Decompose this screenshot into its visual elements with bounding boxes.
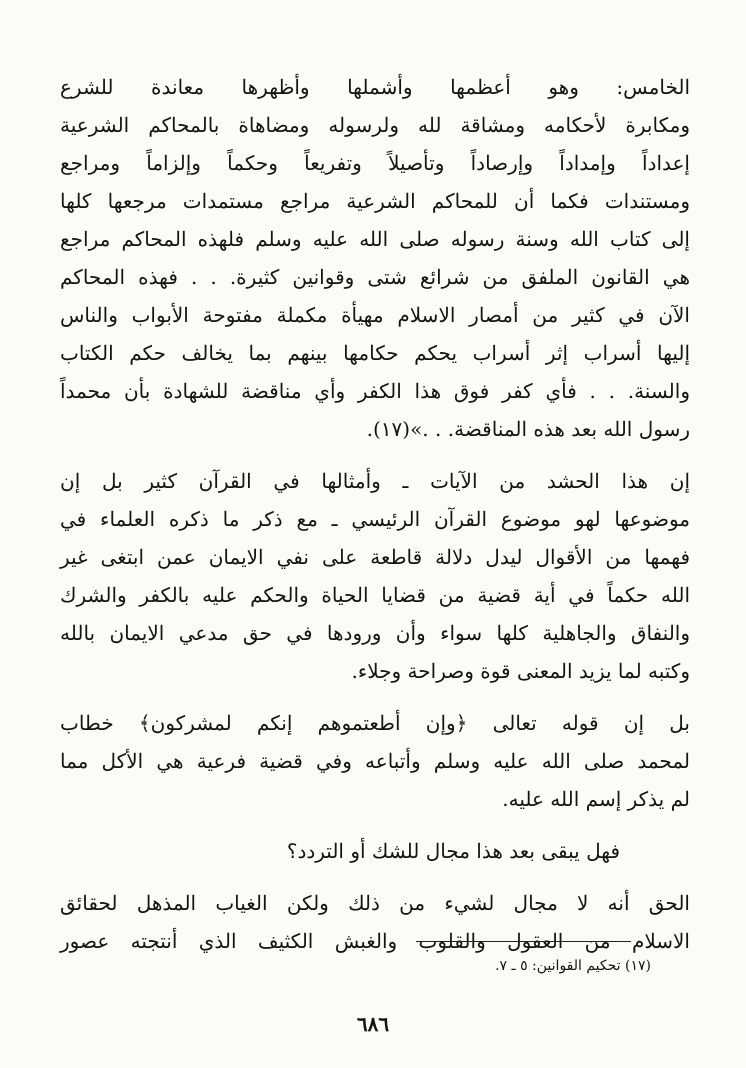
text-line: الحق أنه لا مجال لشيء من ذلك ولكن الغياب المذهل لحقائق <box>60 891 690 915</box>
text-line: الله حكماً في أية قضية من قضايا الحياة والحكم عليه بالكفر والشرك <box>60 583 691 607</box>
text-line: هي القانون الملفق من شرائع شتى وقوانين كثيرة. . . فهذه المحاكم <box>60 265 690 289</box>
text-line: فهمها من الأقوال ليدل دلالة قاطعة على نفي الايمان عمن ابتغى غير <box>60 545 690 569</box>
footnote-separator <box>416 941 631 942</box>
text-line: الآن في كثير من أمصار الاسلام مهيأة مكملة مفتوحة الأبواب والناس <box>60 303 690 327</box>
footnote: (١٧) تحكيم القوانين: ٥ ـ ٧. <box>495 958 651 974</box>
text-line: رسول الله بعد هذه المناقضة. . .»(١٧). <box>366 417 690 441</box>
text-line: والسنة. . . فأي كفر فوق هذا الكفر وأي مناقضة للشهادة بأن محمداً <box>60 379 690 403</box>
paragraph-truth <box>60 884 690 960</box>
text-line: ومكابرة لأحكامه ومشاقة لله ولرسوله ومضاهاة بالمحاكم الشرعية <box>60 113 690 137</box>
text-line: موضوعها لهو موضوع القرآن الرئيسي ـ مع ذكر ما ذكره العلماء في <box>60 507 690 531</box>
text-line: إن هذا الحشد من الآيات ـ وأمثالها في القرآن كثير بل إن <box>60 469 690 493</box>
text-line: فهل يبقى بعد هذا مجال للشك أو التردد؟ <box>286 839 620 863</box>
text-line: الخامس: وهو أعظمها وأشملها وأظهرها معاندة للشرع <box>60 75 690 99</box>
paragraph-verses-summary <box>60 462 690 690</box>
text-line: لم يذكر إسم الله عليه. <box>502 787 690 811</box>
page-number: ٦٨٦ <box>356 1012 390 1036</box>
text-line: لمحمد صلى الله عليه وسلم وأتباعه وفي قضية فرعية هي الأكل مما <box>60 749 690 773</box>
text-line: إليها أسراب إثر أسراب يحكم حكامها بينهم بما يخالف حكم الكتاب <box>60 341 690 365</box>
text-line: إلى كتاب الله وسنة رسوله صلى الله عليه وسلم فلهذه المحاكم مراجع <box>60 227 690 251</box>
paragraph-question <box>60 832 690 870</box>
text-line: إعداداً وإمداداً وإرصاداً وتأصيلاً وتفريعاً وحكماً وإلزاماً ومراجع <box>60 151 690 175</box>
text-line: وكتبه لما يزيد المعنى قوة وصراحة وجلاء. <box>351 659 690 683</box>
paragraph-quran-verse <box>60 704 690 818</box>
paragraph-fifth-point <box>60 68 690 448</box>
page-body <box>60 68 690 960</box>
text-line: بل إن قوله تعالى ﴿وإن أطعتموهم إنكم لمشركون﴾ خطاب <box>60 711 690 735</box>
text-line: الاسلام من العقول والقلوب والغبش الكثيف الذي أنتجته عصور <box>60 929 690 953</box>
text-line: والنفاق والجاهلية كلها سواء وأن ورودها في حق مدعي الايمان بالله <box>60 621 690 645</box>
text-line: ومستندات فكما أن للمحاكم الشرعية مراجع مستمدات مرجعها كلها <box>60 189 690 213</box>
